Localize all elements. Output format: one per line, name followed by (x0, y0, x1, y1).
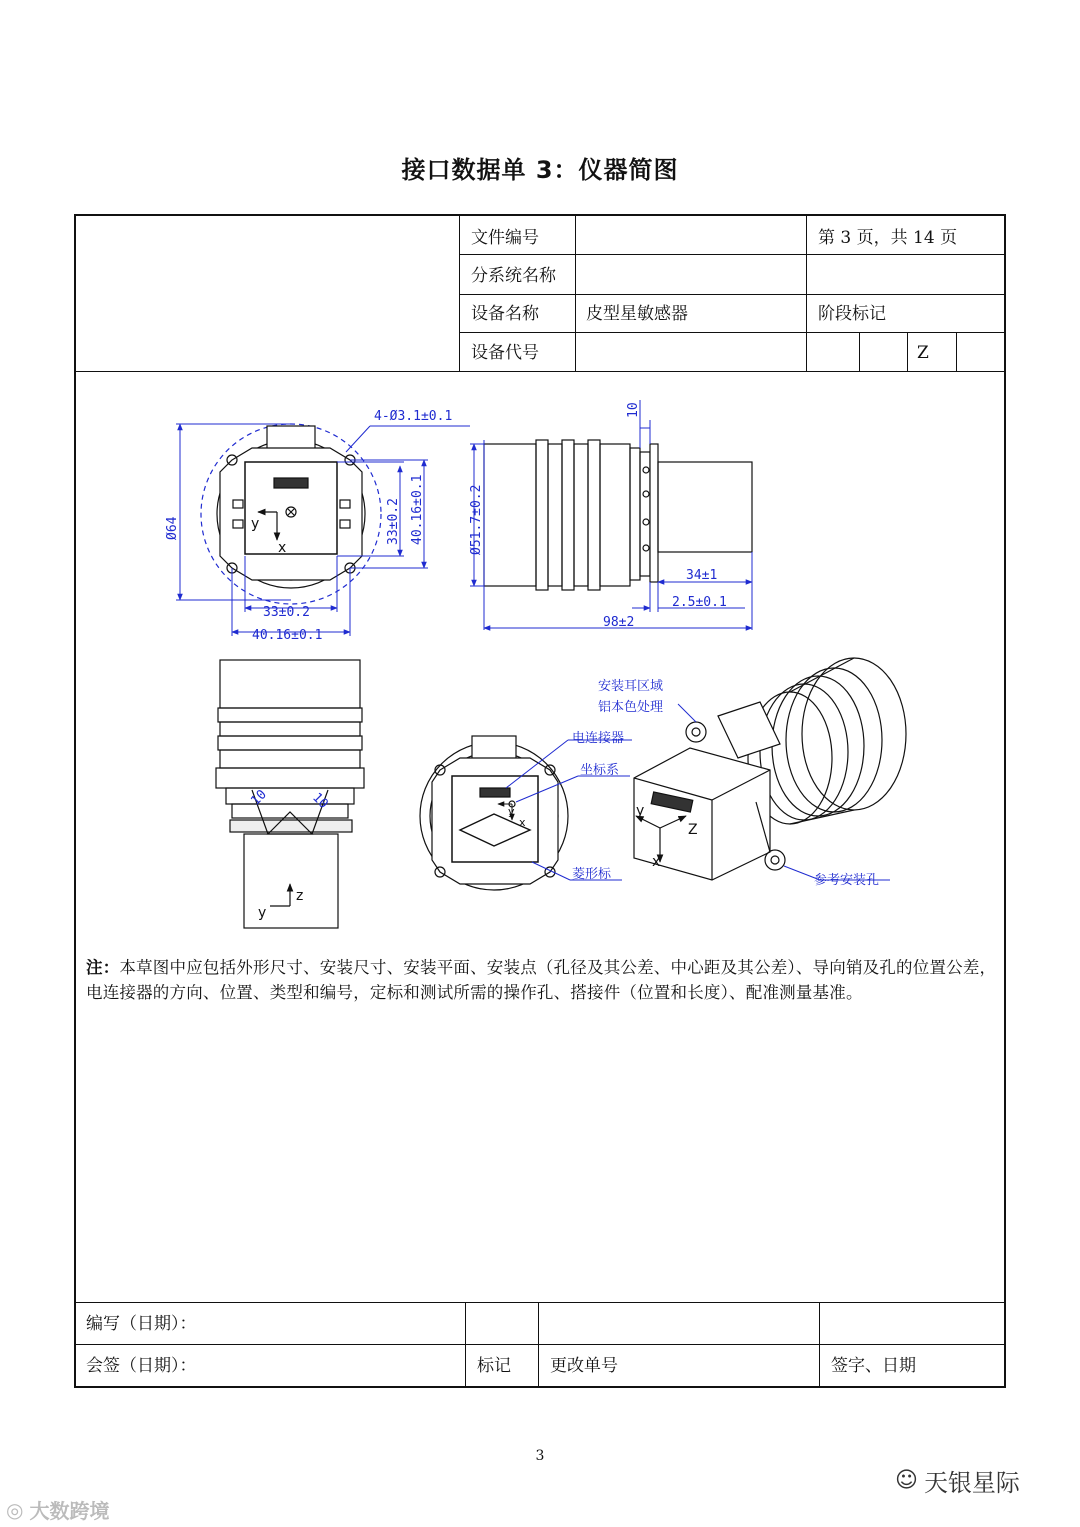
dim-10-a: 10 (248, 787, 270, 809)
page-title: 接口数据单 3：仪器简图 (401, 156, 679, 184)
elevation-axes (270, 884, 290, 906)
isometric-view (634, 658, 906, 880)
watermark-right (895, 1463, 1020, 1498)
author-label: 编写（日期）： (86, 1314, 197, 1334)
page-info: 第 3 页，共 14 页 (818, 228, 958, 248)
watermark-right-text: 天银星际 (923, 1469, 1020, 1497)
stage-label: 阶段标记 (818, 304, 886, 324)
page-number: 3 (535, 1448, 545, 1464)
label-coord: 坐标系 (580, 763, 620, 778)
device-name-value: 皮型星敏感器 (586, 304, 688, 324)
annotated-front-view (420, 736, 568, 890)
iso-axis-y: y (636, 803, 645, 819)
mid-axis-y: y (508, 805, 515, 818)
doc-no-label: 文件编号 (471, 228, 539, 248)
label-ref-hole: 参考安装孔 (814, 873, 880, 888)
elevation-axis-z: z (296, 888, 304, 904)
mark-label: 标记 (477, 1356, 511, 1376)
change-no-label: 更改单号 (550, 1356, 618, 1376)
device-name-label: 设备名称 (471, 304, 539, 324)
dim-34: 34±1 (686, 568, 718, 583)
stage-value: Z (917, 343, 929, 363)
dim-dia517: Ø51.7±0.2 (469, 484, 484, 555)
device-code-label: 设备代号 (471, 343, 539, 363)
dim-33-horizontal: 33±0.2 (263, 605, 310, 620)
countersign-label: 会签（日期）： (86, 1356, 197, 1376)
front-view (201, 424, 381, 604)
dim-4016-vertical: 40.16±0.1 (410, 474, 425, 545)
label-mount-ear-2: 铝本色处理 (598, 700, 664, 715)
note-prefix: 注： (86, 958, 120, 977)
elevation-axis-y: y (258, 905, 267, 921)
sign-date-label: 签字、日期 (831, 1356, 916, 1376)
dim-33-vertical: 33±0.2 (386, 498, 401, 545)
dim-dia64: Ø64 (165, 516, 180, 540)
weibo-icon: ◎ (6, 1497, 24, 1522)
subsystem-label: 分系统名称 (471, 266, 556, 286)
iso-axis-Z: Z (688, 822, 698, 838)
mid-axis-x: x (519, 816, 526, 829)
label-mount-ear-1: 安装耳区域 (598, 679, 664, 694)
front-axis-x: x (278, 540, 287, 556)
wechat-icon: ☺ (895, 1468, 918, 1493)
dim-10-top: 10 (626, 402, 641, 418)
dim-10-b: 10 (309, 790, 331, 812)
note-text: 本草图中应包括外形尺寸、安装尺寸、安装平面、安装点（孔径及其公差、中心距及其公差）、导向销及孔的位置公差，电连接器的方向、位置、类型和编号，定标和测试所需的操作孔、搭接件（位置和长度）、配准测量基准。 (86, 958, 997, 1002)
dim-25: 2.5±0.1 (672, 595, 727, 610)
dim-4016-horizontal: 40.16±0.1 (252, 628, 323, 643)
watermark-left (6, 1495, 109, 1524)
dim-holes: 4-Ø3.1±0.1 (374, 409, 453, 424)
iso-axis-x: x (652, 854, 661, 870)
label-rhombus: 菱形标 (572, 867, 612, 882)
note (86, 955, 1000, 1005)
watermark-left-text: 大数跨境 (29, 1499, 110, 1523)
label-connector: 电连接器 (572, 731, 625, 746)
front-axis-y: y (251, 516, 260, 532)
dim-98: 98±2 (603, 615, 635, 630)
